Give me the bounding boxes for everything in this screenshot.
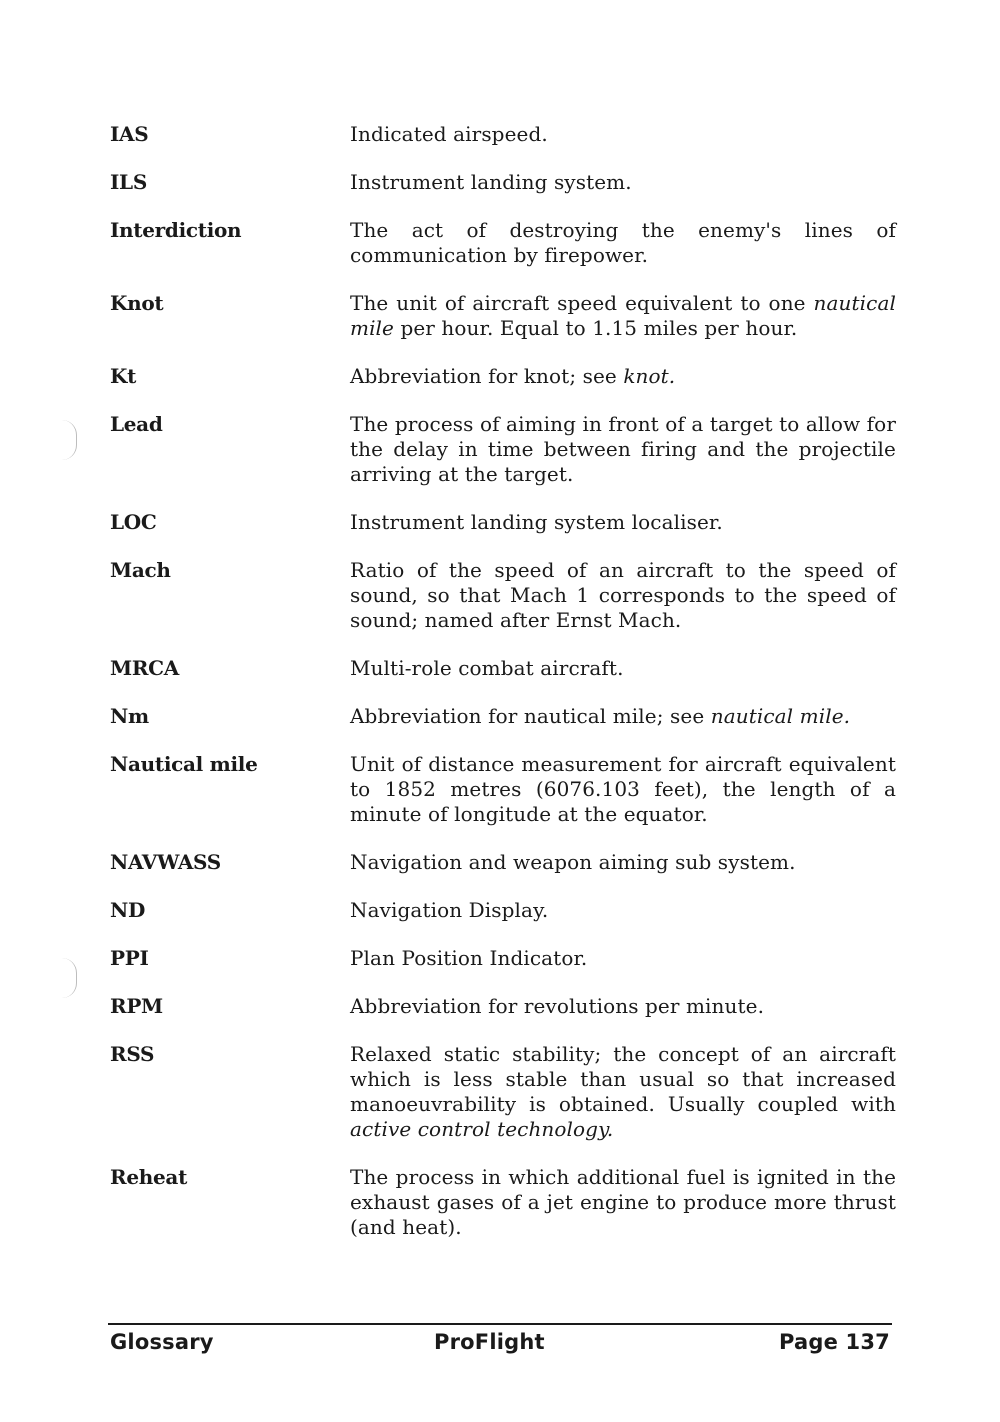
glossary-term: ILS <box>110 170 147 194</box>
glossary-entry <box>110 412 896 487</box>
definition-text: Navigation Display. <box>350 898 549 922</box>
definition-text: Indicated airspeed. <box>350 122 548 146</box>
definition-text: Abbreviation for revolutions per minute. <box>350 994 765 1018</box>
glossary-term: Mach <box>110 558 171 582</box>
glossary-term: RSS <box>110 1042 155 1066</box>
binder-hole-mark <box>62 420 77 460</box>
glossary-definition <box>350 291 896 341</box>
definition-text: The act of destroying the enemy's lines of communication by firepower. <box>350 218 896 267</box>
definition-italic-text: nautical mile. <box>710 704 851 728</box>
definition-text: Instrument landing system. <box>350 170 632 194</box>
glossary-term: Reheat <box>110 1165 188 1189</box>
glossary-entry <box>110 752 896 827</box>
glossary-entry <box>110 704 896 729</box>
glossary-definition <box>350 850 896 875</box>
definition-italic-text: active control technology. <box>350 1117 614 1141</box>
footer-product-name: ProFlight <box>434 1330 545 1354</box>
binder-hole-mark <box>62 958 77 998</box>
glossary-entry <box>110 291 896 341</box>
glossary-term: Knot <box>110 291 164 315</box>
footer-section-title: Glossary <box>110 1330 214 1354</box>
glossary-definition <box>350 994 896 1019</box>
glossary-definition <box>350 1042 896 1142</box>
glossary-definition <box>350 412 896 487</box>
glossary-definition <box>350 510 896 535</box>
glossary-entry <box>110 218 896 268</box>
glossary-entry <box>110 850 896 875</box>
definition-italic-text: nautical mile <box>350 291 896 340</box>
glossary-entry <box>110 170 896 195</box>
glossary-term: LOC <box>110 510 157 534</box>
definition-text: Instrument landing system localiser. <box>350 510 723 534</box>
glossary-definition <box>350 558 896 633</box>
definition-text: The unit of aircraft speed equivalent to one <box>350 291 814 315</box>
page-footer <box>108 1323 892 1365</box>
glossary-term: PPI <box>110 946 149 970</box>
glossary-definition <box>350 122 896 147</box>
definition-text: Abbreviation for knot; see <box>350 364 624 388</box>
definition-text: Plan Position Indicator. <box>350 946 588 970</box>
glossary-term: IAS <box>110 122 149 146</box>
glossary-term: Nautical mile <box>110 752 258 776</box>
glossary-entry <box>110 1042 896 1142</box>
definition-text: Ratio of the speed of an aircraft to the speed of sound, so that Mach 1 corresponds to the speed of sound; named after Ernst Mach. <box>350 558 896 632</box>
glossary-term: MRCA <box>110 656 179 680</box>
definition-text: per hour. Equal to 1.15 miles per hour. <box>394 316 798 340</box>
definition-text: Abbreviation for nautical mile; see <box>350 704 711 728</box>
definition-text: Navigation and weapon aiming sub system. <box>350 850 796 874</box>
glossary-entry <box>110 946 896 971</box>
glossary-term: ND <box>110 898 146 922</box>
glossary-entry <box>110 122 896 147</box>
glossary-term: Interdiction <box>110 218 242 242</box>
glossary-definition <box>350 704 896 729</box>
glossary-definition <box>350 752 896 827</box>
glossary-definition <box>350 1165 896 1240</box>
glossary-definition <box>350 218 896 268</box>
glossary-term: Lead <box>110 412 163 436</box>
definition-text: Unit of distance measurement for aircraft equivalent to 1852 metres (6076.103 feet), the length of a minute of longitude at the equator. <box>350 752 896 826</box>
glossary-entry <box>110 558 896 633</box>
definition-text: The process of aiming in front of a target to allow for the delay in time between firing and the projectile arriving at the target. <box>350 412 896 486</box>
glossary-definition <box>350 364 896 389</box>
footer-page-number: Page 137 <box>778 1330 890 1354</box>
glossary-entry <box>110 898 896 923</box>
glossary-definition <box>350 898 896 923</box>
glossary-entry <box>110 510 896 535</box>
glossary-entry <box>110 364 896 389</box>
glossary-definition <box>350 656 896 681</box>
glossary-term: NAVWASS <box>110 850 221 874</box>
glossary-term: Kt <box>110 364 137 388</box>
definition-text: Relaxed static stability; the concept of an aircraft which is less stable than usual so that increased manoeuvrability is obtained. Usually coupled with <box>350 1042 896 1116</box>
definition-text: The process in which additional fuel is ignited in the exhaust gases of a jet engine to produce more thrust (and heat). <box>350 1165 896 1239</box>
glossary-entry <box>110 994 896 1019</box>
glossary-entry <box>110 656 896 681</box>
glossary-list <box>110 122 896 1240</box>
definition-text: Multi-role combat aircraft. <box>350 656 624 680</box>
glossary-term: RPM <box>110 994 163 1018</box>
glossary-definition <box>350 170 896 195</box>
definition-italic-text: knot. <box>623 364 676 388</box>
glossary-term: Nm <box>110 704 149 728</box>
glossary-definition <box>350 946 896 971</box>
glossary-entry <box>110 1165 896 1240</box>
